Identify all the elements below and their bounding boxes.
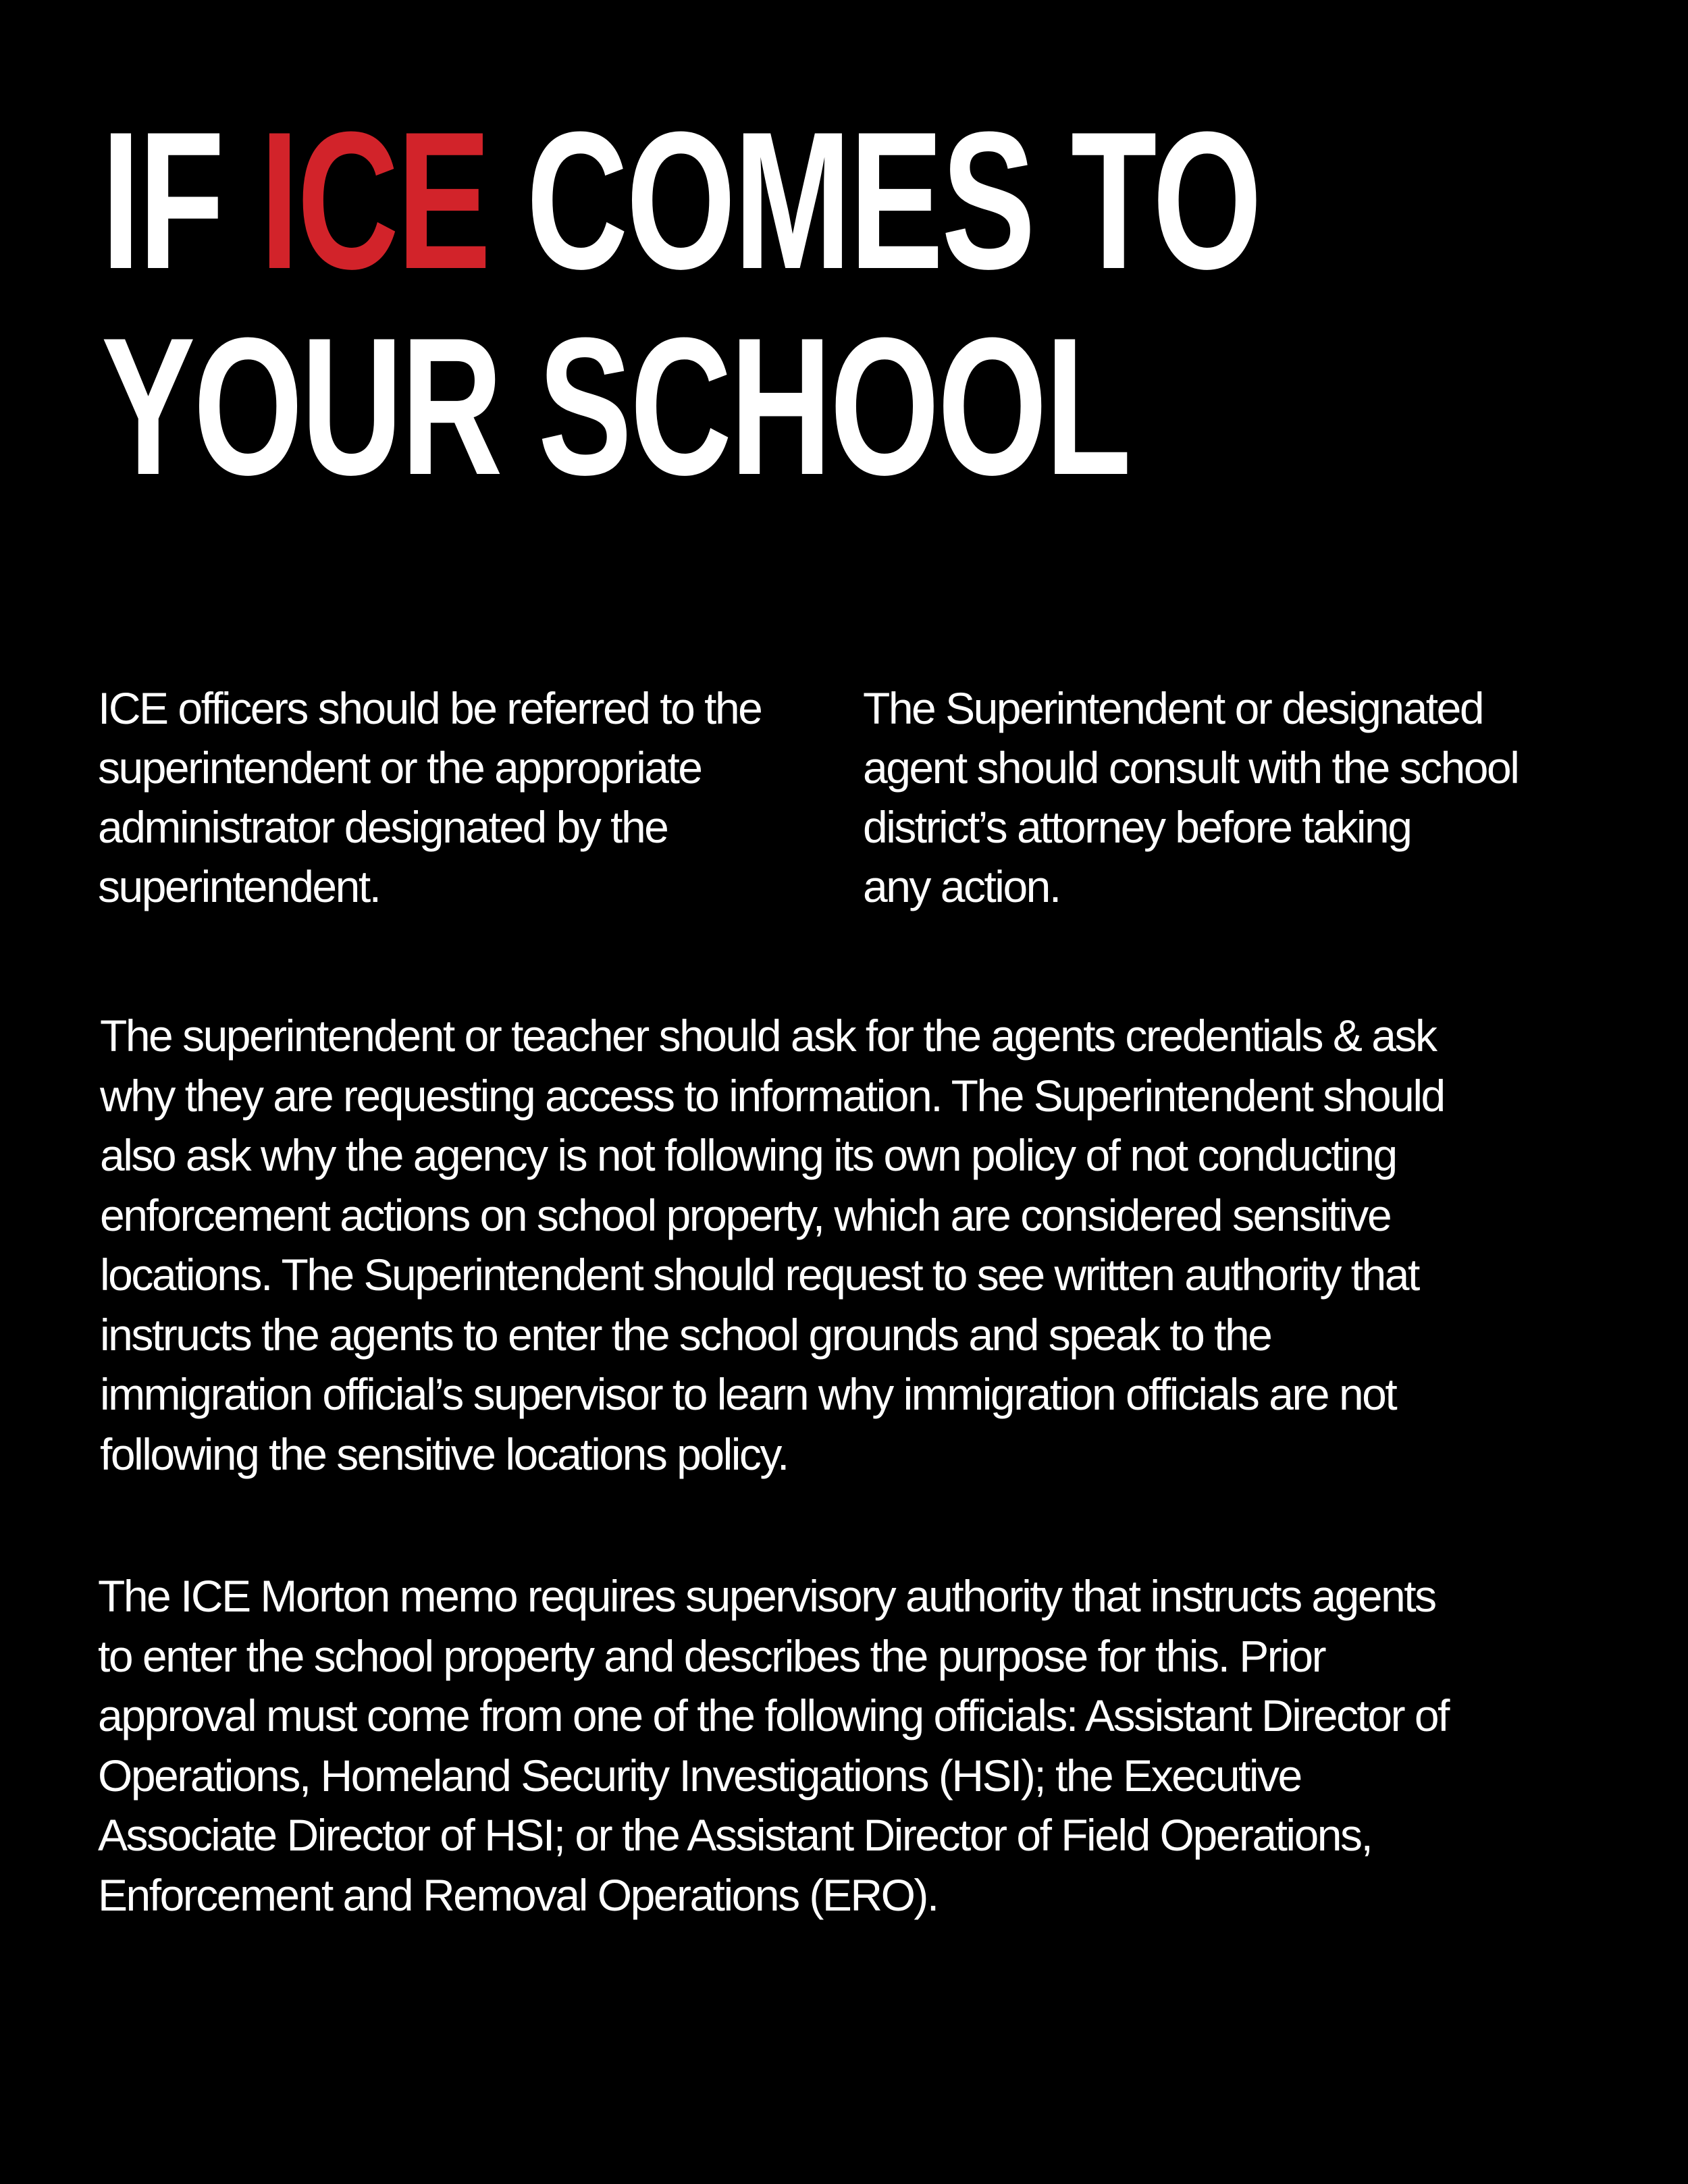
left-column-text xyxy=(98,678,761,916)
paragraph-line: Associate Director of HSI; or the Assistant Director of Field Operations, xyxy=(98,1810,1372,1860)
morton-memo-paragraph xyxy=(98,1566,1448,1925)
paragraph-line: to enter the school property and describes the purpose for this. Prior xyxy=(98,1630,1325,1681)
paragraph-line: locations. The Superintendent should request to see written authority that xyxy=(100,1250,1419,1300)
title-accent-ice: ICE xyxy=(259,91,490,310)
paragraph-line: why they are requesting access to information. The Superintendent should xyxy=(100,1070,1444,1121)
paragraph-line: The ICE Morton memo requires supervisory authority that instructs agents xyxy=(98,1571,1435,1621)
left-column-line: superintendent. xyxy=(98,861,380,911)
paragraph-line: Operations, Homeland Security Investigations (HSI); the Executive xyxy=(98,1750,1301,1801)
left-column-line: superintendent or the appropriate xyxy=(98,743,702,793)
title-line-1 xyxy=(101,91,1261,310)
title-suffix: COMES TO xyxy=(489,91,1261,310)
paragraph-line: following the sensitive locations policy. xyxy=(100,1429,788,1479)
credentials-paragraph xyxy=(100,1006,1444,1484)
paragraph-line: also ask why the agency is not following its own policy of not conducting xyxy=(100,1130,1396,1180)
paragraph-line: Enforcement and Removal Operations (ERO). xyxy=(98,1869,938,1920)
paragraph-line: enforcement actions on school property, which are considered sensitive xyxy=(100,1190,1391,1240)
title-prefix: IF xyxy=(101,91,260,310)
right-column-text xyxy=(863,678,1518,916)
paragraph-line: approval must come from one of the following officials: Assistant Director of xyxy=(98,1690,1448,1740)
left-column-line: administrator designated by the xyxy=(98,802,668,852)
left-column-line: ICE officers should be referred to the xyxy=(98,683,762,733)
page-title xyxy=(101,91,1261,516)
right-column-line: any action. xyxy=(863,861,1060,911)
paragraph-line: instructs the agents to enter the school grounds and speak to the xyxy=(100,1309,1271,1360)
paragraph-line: The superintendent or teacher should ask for the agents credentials & ask xyxy=(100,1011,1436,1061)
right-column-line: district’s attorney before taking xyxy=(863,802,1411,852)
paragraph-line: immigration official’s supervisor to learn why immigration officials are not xyxy=(100,1369,1396,1419)
title-line-2: YOUR SCHOOL xyxy=(101,297,1130,516)
right-column-line: agent should consult with the school xyxy=(863,743,1519,793)
right-column-line: The Superintendent or designated xyxy=(863,683,1483,733)
